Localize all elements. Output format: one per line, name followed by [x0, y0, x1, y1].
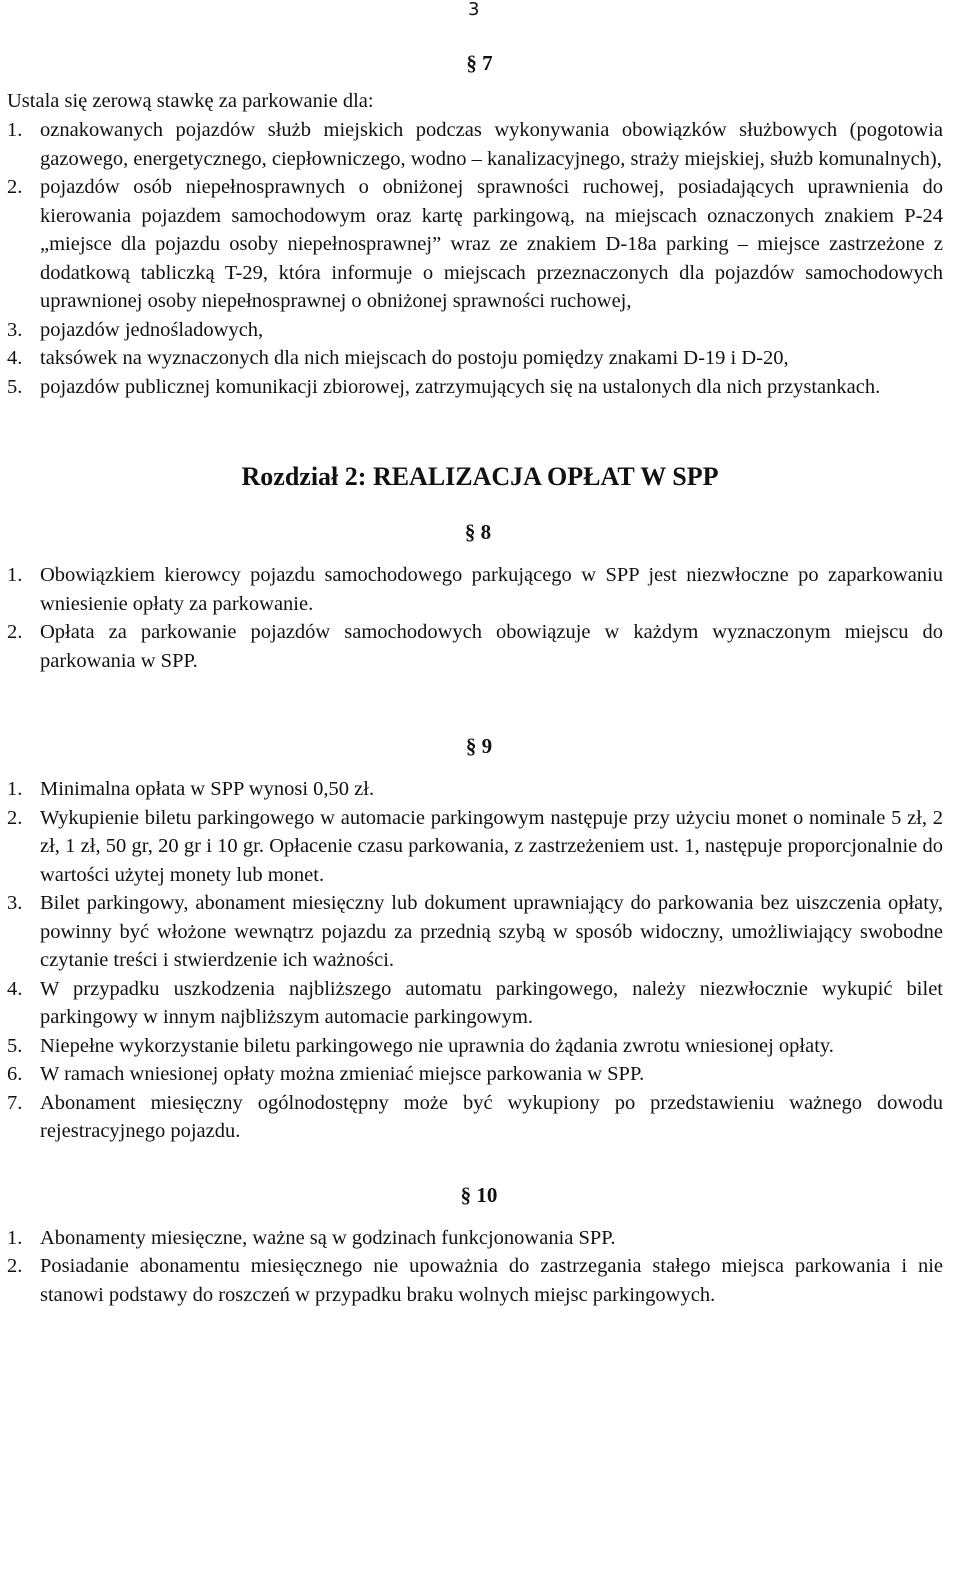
list-item: [7, 1089, 943, 1146]
list-item: [7, 173, 943, 316]
item-text: pojazdów publicznej komunikacji zbiorowej, zatrzymujących się na ustalonych dla nich przystankach.: [40, 375, 881, 398]
item-list: [7, 561, 943, 675]
section-intro: Ustala się zerową stawkę za parkowanie dla:: [7, 90, 374, 112]
section-heading: § 7: [466, 51, 493, 75]
item-number: 7.: [7, 1091, 23, 1114]
item-number: 2.: [7, 1255, 23, 1277]
list-item: [7, 975, 943, 1032]
item-text: Bilet parkingowy, abonament miesięczny lub dokument uprawniający do parkowania bez uiszczenia opłaty, powinny być włożone wewnątrz pojazdu za przednią szybą w sposób widoczny, umożliwiający swobodne czytanie treści i stwierdzenie ich ważności.: [40, 892, 943, 971]
list-item: [7, 344, 943, 373]
item-number: 1.: [7, 1226, 23, 1249]
item-number: 2.: [7, 806, 23, 829]
item-text: Wykupienie biletu parkingowego w automacie parkingowym następuje przy użyciu monet o nominale 5 zł, 2 zł, 1 zł, 50 gr, 20 gr i 10 gr. Opłacenie czasu parkowania, z zastrzeżeniem ust. 1, następuje proporcjonalnie do wartości użytej monety lub monet.: [40, 806, 943, 886]
chapter-title: Rozdział 2: REALIZACJA OPŁAT W SPP: [241, 462, 719, 491]
item-number: 5.: [7, 1034, 23, 1057]
section-8: [7, 519, 943, 675]
item-number: 5.: [7, 375, 23, 398]
list-item: [7, 889, 943, 975]
item-text: Opłata za parkowanie pojazdów samochodowych obowiązuje w każdym wyznaczonym miejscu do parkowania w SPP.: [40, 621, 943, 672]
list-item: [7, 316, 943, 345]
item-number: 1.: [7, 564, 23, 586]
list-item: [7, 804, 943, 890]
item-number: 4.: [7, 977, 23, 1000]
item-text: W ramach wniesionej opłaty można zmieniać miejsce parkowania w SPP.: [40, 1063, 645, 1085]
list-item: [7, 116, 943, 173]
list-item: [7, 1224, 943, 1253]
item-text: Abonament miesięczny ogólnodostępny może być wykupiony po przedstawieniu ważnego dowodu rejestracyjnego pojazdu.: [40, 1091, 943, 1142]
section-heading: § 9: [465, 734, 493, 758]
list-item: [7, 373, 943, 402]
section-heading: § 10: [460, 1182, 498, 1207]
item-text: W przypadku uszkodzenia najbliższego automatu parkingowego, należy niezwłocznie wykupić bilet parkingowy w innym najbliższym automacie parkingowym.: [40, 977, 943, 1028]
item-number: 1.: [7, 119, 23, 141]
list-item: [7, 561, 943, 618]
page-number: 3: [468, 0, 480, 20]
item-text: Posiadanie abonamentu miesięcznego nie upoważnia do zastrzegania stałego miejsca parkowania i nie stanowi podstawy do roszczeń w przypadku braku wolnych miejsc parkingowych.: [40, 1255, 943, 1306]
section-9: [7, 733, 943, 1146]
item-number: 3.: [7, 318, 23, 341]
item-text: Niepełne wykorzystanie biletu parkingowego nie uprawnia do żądania zwrotu wniesionej opłaty.: [40, 1034, 834, 1057]
section-10: [7, 1182, 943, 1310]
list-item: [7, 618, 943, 675]
item-number: 4.: [7, 347, 23, 369]
list-item: [7, 1252, 943, 1309]
list-item: [7, 1032, 943, 1061]
item-text: oznakowanych pojazdów służb miejskich podczas wykonywania obowiązków służbowych (pogotowia gazowego, energetycznego, ciepłowniczego, wodno – kanalizacyjnego, straży miejskiej, służb komunalnych),: [40, 119, 943, 170]
item-text: Minimalna opłata w SPP wynosi 0,50 zł.: [40, 778, 375, 800]
item-number: 2.: [7, 176, 23, 198]
item-list: [7, 116, 943, 401]
section-heading: § 8: [464, 520, 492, 544]
item-text: taksówek na wyznaczonych dla nich miejscach do postoju pomiędzy znakami D-19 i D-20,: [40, 347, 789, 369]
item-list: [7, 775, 943, 1146]
item-number: 1.: [7, 778, 23, 800]
list-item: [7, 1060, 943, 1089]
item-text: Abonamenty miesięczne, ważne są w godzinach funkcjonowania SPP.: [40, 1226, 616, 1249]
item-number: 3.: [7, 892, 23, 914]
document-page: [7, 50, 943, 1309]
item-number: 2.: [7, 621, 23, 643]
item-list: [7, 1224, 943, 1310]
section-7: [7, 50, 943, 401]
item-text: Obowiązkiem kierowcy pojazdu samochodowego parkującego w SPP jest niezwłoczne po zaparkowaniu wniesienie opłaty za parkowanie.: [40, 564, 943, 615]
list-item: [7, 775, 943, 804]
item-number: 6.: [7, 1063, 23, 1085]
item-text: pojazdów osób niepełnosprawnych o obniżonej sprawności ruchowej, posiadających uprawnienia do kierowania pojazdem samochodowym oraz kartę parkingową, na miejscach oznaczonych znakiem P-24 „miejsce dla pojazdu osoby niepełnosprawnej” wraz ze znakiem D-18a parking – miejsce zastrzeżone z dodatkową tabliczką T-29, która informuje o miejscach przeznaczonych dla pojazdów samochodowych uprawnionej osoby niepełnosprawnej o obniżonej sprawności ruchowej,: [40, 176, 943, 312]
item-text: pojazdów jednośladowych,: [40, 318, 264, 341]
